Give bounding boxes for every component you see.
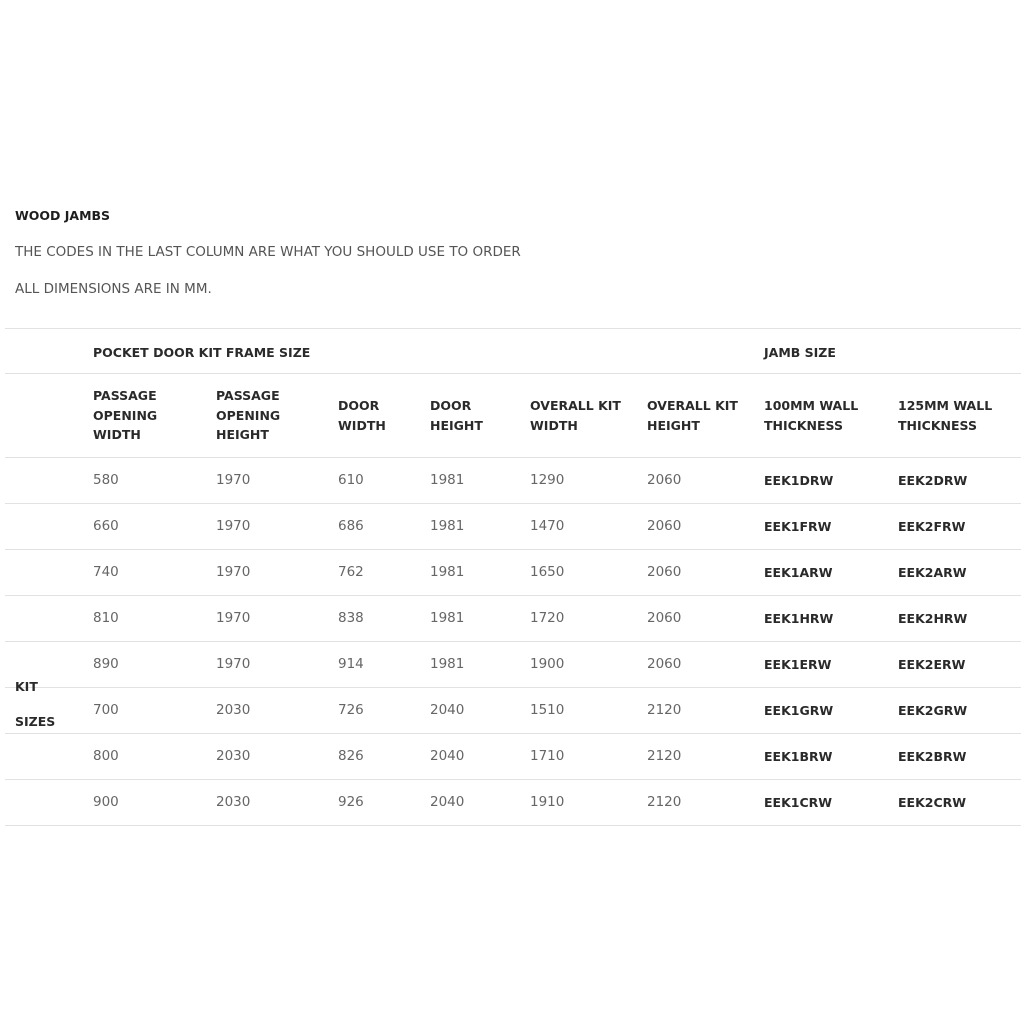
order-code-125mm: EEK2FRW	[898, 519, 966, 534]
passage-height-cell: 1970	[216, 610, 251, 626]
table-row	[5, 780, 1021, 826]
page-title: WOOD JAMBS	[15, 208, 111, 223]
passage-width-cell: 900	[93, 794, 119, 810]
passage-height-cell: 1970	[216, 656, 251, 672]
door-width-cell: 726	[338, 702, 364, 718]
door-width-cell: 826	[338, 748, 364, 764]
table-row	[5, 734, 1021, 780]
kit-height-cell: 2120	[647, 794, 682, 810]
order-code-100mm: EEK1ARW	[764, 565, 833, 580]
passage-width-cell: 810	[93, 610, 119, 626]
column-header: DOOR WIDTH	[338, 398, 386, 433]
column-header-row	[5, 374, 1021, 458]
door-height-cell: 1981	[430, 610, 465, 626]
passage-height-cell: 2030	[216, 702, 251, 718]
table-row	[5, 458, 1021, 504]
order-code-100mm: EEK1GRW	[764, 703, 834, 718]
column-header: 125MM WALL THICKNESS	[898, 398, 993, 433]
group-header-jamb-size: JAMB SIZE	[764, 345, 836, 360]
passage-width-cell: 700	[93, 702, 119, 718]
table-row	[5, 596, 1021, 642]
group-header-row	[5, 329, 1021, 374]
table-row	[5, 688, 1021, 734]
order-code-125mm: EEK2HRW	[898, 611, 968, 626]
column-header: PASSAGE OPENING HEIGHT	[216, 388, 281, 443]
kit-height-cell: 2060	[647, 564, 682, 580]
door-width-cell: 762	[338, 564, 364, 580]
order-code-125mm: EEK2GRW	[898, 703, 968, 718]
ordering-note: THE CODES IN THE LAST COLUMN ARE WHAT YOU SHOULD USE TO ORDER	[15, 244, 521, 260]
door-height-cell: 1981	[430, 472, 465, 488]
passage-height-cell: 1970	[216, 472, 251, 488]
kit-height-cell: 2060	[647, 656, 682, 672]
passage-width-cell: 740	[93, 564, 119, 580]
order-code-125mm: EEK2DRW	[898, 473, 968, 488]
door-width-cell: 686	[338, 518, 364, 534]
door-height-cell: 1981	[430, 518, 465, 534]
units-note: ALL DIMENSIONS ARE IN MM.	[15, 281, 212, 297]
kit-sizes-table	[5, 328, 1021, 826]
passage-height-cell: 2030	[216, 748, 251, 764]
table-row	[5, 504, 1021, 550]
order-code-125mm: EEK2CRW	[898, 795, 967, 810]
column-header: OVERALL KIT HEIGHT	[647, 398, 738, 433]
kit-height-cell: 2060	[647, 472, 682, 488]
door-width-cell: 838	[338, 610, 364, 626]
door-height-cell: 2040	[430, 748, 465, 764]
order-code-125mm: EEK2ERW	[898, 657, 966, 672]
passage-width-cell: 890	[93, 656, 119, 672]
order-code-125mm: EEK2ARW	[898, 565, 967, 580]
column-header: PASSAGE OPENING WIDTH	[93, 388, 158, 443]
passage-height-cell: 2030	[216, 794, 251, 810]
passage-width-cell: 660	[93, 518, 119, 534]
kit-height-cell: 2060	[647, 518, 682, 534]
row-group-label-sizes: SIZES	[15, 714, 56, 729]
passage-height-cell: 1970	[216, 564, 251, 580]
column-header: DOOR HEIGHT	[430, 398, 483, 433]
door-height-cell: 1981	[430, 564, 465, 580]
door-width-cell: 610	[338, 472, 364, 488]
row-group-label-kit: KIT	[15, 679, 38, 694]
door-height-cell: 2040	[430, 702, 465, 718]
order-code-100mm: EEK1DRW	[764, 473, 834, 488]
door-height-cell: 1981	[430, 656, 465, 672]
kit-height-cell: 2120	[647, 748, 682, 764]
passage-width-cell: 580	[93, 472, 119, 488]
group-header-frame-size: POCKET DOOR KIT FRAME SIZE	[93, 345, 311, 360]
order-code-100mm: EEK1ERW	[764, 657, 832, 672]
kit-height-cell: 2060	[647, 610, 682, 626]
kit-width-cell: 1720	[530, 610, 565, 626]
order-code-100mm: EEK1BRW	[764, 749, 833, 764]
passage-width-cell: 800	[93, 748, 119, 764]
table-row	[5, 550, 1021, 596]
order-code-125mm: EEK2BRW	[898, 749, 967, 764]
kit-width-cell: 1510	[530, 702, 565, 718]
order-code-100mm: EEK1HRW	[764, 611, 834, 626]
column-header: OVERALL KIT WIDTH	[530, 398, 621, 433]
kit-width-cell: 1710	[530, 748, 565, 764]
kit-height-cell: 2120	[647, 702, 682, 718]
table-row	[5, 642, 1021, 688]
door-height-cell: 2040	[430, 794, 465, 810]
kit-width-cell: 1650	[530, 564, 565, 580]
order-code-100mm: EEK1CRW	[764, 795, 833, 810]
kit-width-cell: 1470	[530, 518, 565, 534]
order-code-100mm: EEK1FRW	[764, 519, 832, 534]
kit-width-cell: 1290	[530, 472, 565, 488]
column-header: 100MM WALL THICKNESS	[764, 398, 859, 433]
kit-width-cell: 1900	[530, 656, 565, 672]
passage-height-cell: 1970	[216, 518, 251, 534]
door-width-cell: 914	[338, 656, 364, 672]
kit-width-cell: 1910	[530, 794, 565, 810]
door-width-cell: 926	[338, 794, 364, 810]
